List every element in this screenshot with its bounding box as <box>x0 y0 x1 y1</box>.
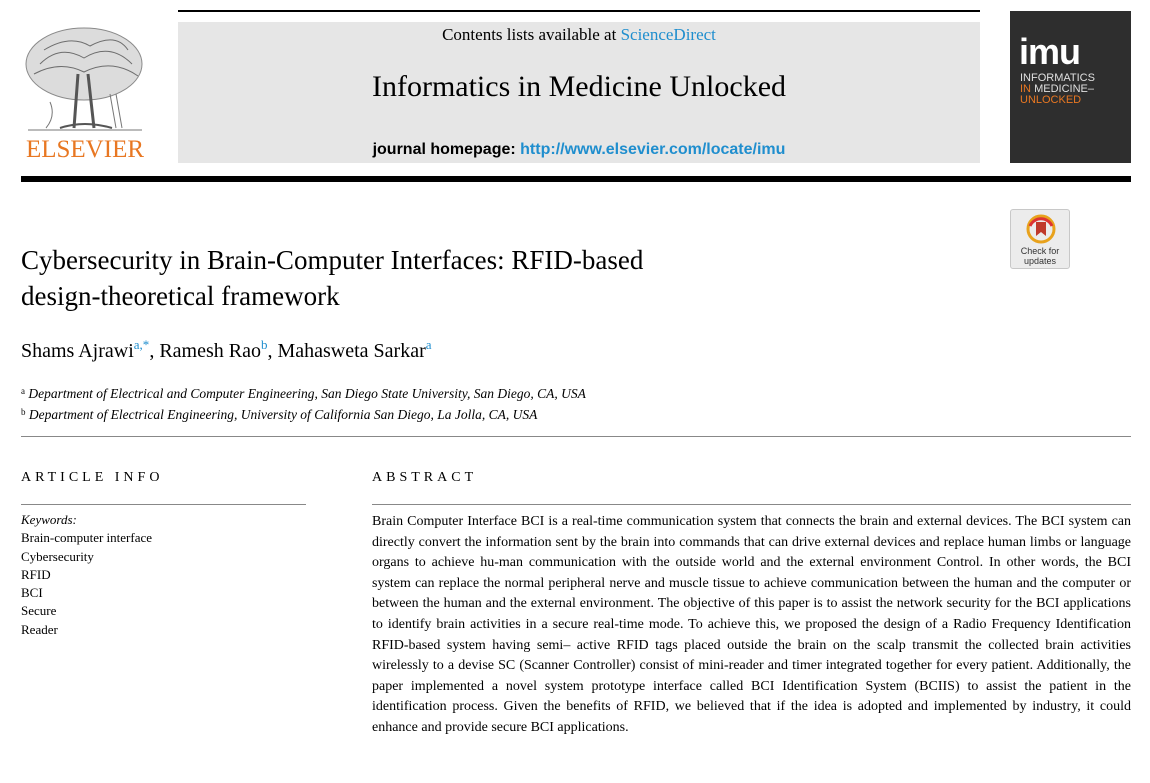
keyword-item: Secure <box>21 603 57 619</box>
author-affiliation-mark[interactable]: a <box>425 337 432 352</box>
author-affiliation-mark[interactable]: b <box>260 337 268 352</box>
keyword-item: Reader <box>21 621 58 637</box>
abstract-text: Brain Computer Interface BCI is a real-time communication system that connects the brain and external devices. The BCI system can directly convert the information sent by the brain into commands that can drive external devices and replace human limbs or language organs to achieve hu-man communication with the outside world and the external environment Control. In other words, the BCI system can replace the normal peripheral nerve and muscle tissue to achieve communication between the human and the computer or between the human and the external environment. The objective of this paper is to assist the network security for the BCI applications to identify brain activities in a secure real-time mode. To achieve this, we proposed the design of a Radio Frequency Identification RFID-based system having semi‒ active RFID tags placed outside the brain on the scalp transmit the collected brain activities wirelessly to a devise SC (Scanner Controller) consist of mini-reader and timer integrated together for every patient. Additionally, the paper implemented a novel system prototype interface called BCI Identification System (BCIIS) to assist the patient in the identification process. Given the benefits of RFID, we believed that if the idea is adopted and implemented by industry, it could enhance and provide secure BCI applications. <box>372 514 1131 735</box>
cover-subtitle-line1: INFORMATICS <box>1020 72 1095 84</box>
elsevier-logo[interactable] <box>20 24 150 164</box>
journal-cover[interactable] <box>1010 11 1131 163</box>
header-divider <box>21 176 1131 182</box>
check-for-updates-icon <box>1026 214 1056 246</box>
author-list: Shams Ajrawi$^{a,*}$, Ramesh Rao$^b$, Mahasweta Sarkar$^a$ <box>21 337 432 362</box>
check-for-updates-label: Check for updates <box>1020 246 1060 266</box>
cover-logo: imu <box>1019 31 1081 72</box>
affiliation: $^a$ Department of Electrical and Computer Engineering, San Diego State University, San Diego, CA, USA <box>21 386 586 401</box>
header-top-rule <box>178 10 980 12</box>
journal-homepage-link[interactable]: http://www.elsevier.com/locate/imu <box>520 141 786 158</box>
contents-prefix: Contents lists available at <box>442 25 621 44</box>
journal-homepage <box>178 141 980 159</box>
abstract-rule <box>372 504 1131 505</box>
author-affiliation-mark[interactable]: a,* <box>133 337 150 352</box>
homepage-prefix: journal homepage: <box>372 141 521 158</box>
contents-availability <box>178 25 980 45</box>
affiliation-list <box>21 382 586 424</box>
article-info-heading: ARTICLE INFO <box>21 470 164 485</box>
sciencedirect-link[interactable]: ScienceDirect <box>620 25 716 44</box>
keyword-item: Cybersecurity <box>21 548 94 564</box>
journal-title[interactable]: Informatics in Medicine Unlocked <box>371 70 787 103</box>
check-for-updates-button[interactable] <box>1010 209 1070 269</box>
cover-subtitle-line2: IN MEDICINE– <box>1020 83 1094 95</box>
elsevier-tree-icon <box>20 24 150 136</box>
keyword-item: Brain-computer interface <box>21 530 153 546</box>
paper-title-line2: design-theoretical framework <box>21 281 340 311</box>
paper-title-line1: Cybersecurity in Brain-Computer Interfaces: RFID-based <box>21 245 644 275</box>
affiliation: $^b$ Department of Electrical Engineering, University of California San Diego, La Jolla, CA, USA <box>21 407 538 422</box>
author-name[interactable]: Mahasweta Sarkar <box>277 340 426 362</box>
affiliation-divider <box>21 436 1131 437</box>
cover-subtitle <box>1020 73 1124 106</box>
paper-title <box>21 242 821 314</box>
elsevier-wordmark: ELSEVIER <box>25 136 145 163</box>
keywords-label: Keywords: <box>21 512 77 527</box>
author-name[interactable]: Shams Ajrawi <box>21 340 134 362</box>
cover-subtitle-line3: UNLOCKED <box>1020 94 1082 106</box>
journal-banner <box>178 22 980 163</box>
keyword-item: RFID <box>21 566 51 582</box>
article-info-rule <box>21 504 306 505</box>
keyword-item: BCI <box>21 585 43 601</box>
keywords-block <box>21 511 152 639</box>
abstract-heading: ABSTRACT <box>372 470 478 485</box>
author-name[interactable]: Ramesh Rao <box>159 340 261 362</box>
